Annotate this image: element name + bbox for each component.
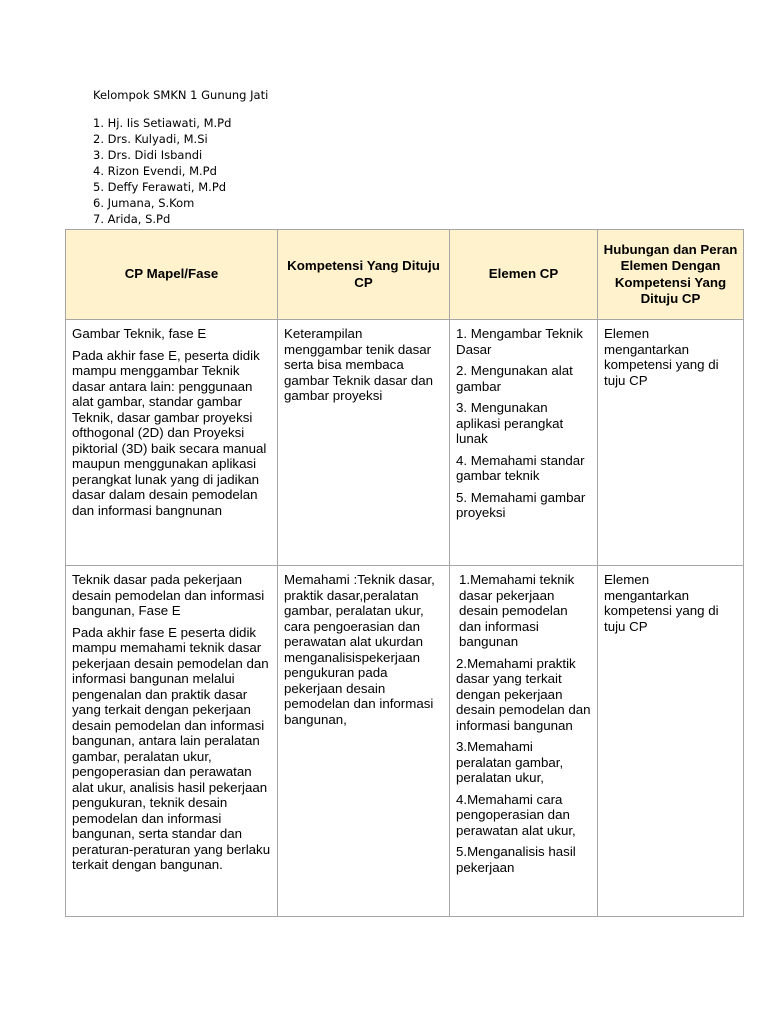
elemen-item: 4. Memahami standar gambar teknik	[456, 452, 585, 483]
elemen-cell	[450, 566, 598, 917]
table-row	[66, 566, 744, 917]
elemen-item: 3. Mengunakan aplikasi perangkat lunak	[456, 400, 564, 446]
cp-title: Gambar Teknik, fase E	[72, 326, 207, 341]
member-item: 6. Jumana, S.Kom	[93, 196, 195, 210]
cp-description: Pada akhir fase E peserta didik mampu memahami teknik dasar pekerjaan desain pemodelan dan informasi bangunan melalui pengenalan dan praktik dasar yang terkait dengan pekerjaan desain pemodelan dan informasi bangunan, antara lain peralatan gambar, peralatan ukur, pengoperasian dan perawatan alat ukur, analisis hasil pekerjaan pengukuran, teknik desain pemodelan dan informasi bangunan, serta standar dan peraturan-peraturan yang berlaku terkait dengan bangunan.	[72, 624, 271, 872]
header-elemen-cp: Elemen CP	[450, 230, 598, 320]
elemen-item: 1. Mengambar Teknik Dasar	[456, 326, 583, 357]
member-item: 1. Hj. Iis Setiawati, M.Pd	[93, 116, 232, 130]
cp-mapel-cell	[66, 566, 278, 917]
elemen-item: 5.Menganalisis hasil pekerjaan	[456, 844, 576, 875]
elemen-cell	[450, 320, 598, 566]
member-item: 5. Deffy Ferawati, M.Pd	[93, 180, 227, 194]
cp-mapel-cell	[66, 320, 278, 566]
cp-title: Teknik dasar pada pekerjaan desain pemodelan dan informasi bangunan, Fase E	[72, 572, 265, 618]
header-cp-mapel-fase: CP Mapel/Fase	[66, 230, 278, 320]
elemen-item: 5. Memahami gambar proyeksi	[456, 489, 586, 520]
group-title: Kelompok SMKN 1 Gunung Jati	[93, 88, 269, 102]
hubungan-text: Elemen mengantarkan kompetensi yang di tuju CP	[604, 572, 719, 634]
member-list	[93, 115, 231, 227]
member-item: 2. Drs. Kulyadi, M.Si	[93, 132, 208, 146]
kompetensi-text: Memahami :Teknik dasar, praktik dasar,peralatan gambar, peralatan ukur, cara pengoerasian dan perawatan alat ukurdan menganalisispekerjaan pengukuran pada pekerjaan desain pemodelan dan informasi bangunan,	[284, 572, 435, 727]
cp-description: Pada akhir fase E, peserta didik mampu menggambar Teknik dasar antara lain: penggunaan alat gambar, standar gambar Teknik, dasar gambar proyeksi ofthogonal (2D) dan Proyeksi piktorial (3D) baik secara manual maupun menggunakan aplikasi perangkat lunak yang di jadikan dasar dalam desain pemodelan dan informasi bangnunan	[72, 347, 267, 518]
hubungan-cell	[598, 566, 744, 917]
elemen-item: 4.Memahami cara pengoperasian dan perawatan alat ukur,	[456, 791, 576, 838]
kompetensi-text: Keterampilan menggambar tenik dasar serta bisa membaca gambar Teknik dasar dan gambar proyeksi	[284, 326, 434, 403]
cp-table	[65, 229, 744, 917]
kompetensi-cell	[278, 320, 450, 566]
header-kompetensi: Kompetensi Yang Dituju CP	[278, 230, 450, 320]
member-item: 3. Drs. Didi Isbandi	[93, 148, 203, 162]
member-item: 7. Arida, S.Pd	[93, 212, 171, 226]
hubungan-cell	[598, 320, 744, 566]
elemen-item: 2.Memahami praktik dasar yang terkait dengan pekerjaan desain pemodelan dan informasi bangunan	[456, 655, 591, 733]
kompetensi-cell	[278, 566, 450, 917]
elemen-item: 3.Memahami peralatan gambar, peralatan ukur,	[456, 739, 564, 785]
header-hubungan: Hubungan dan Peran Elemen Dengan Kompetensi Yang Dituju CP	[598, 230, 744, 320]
member-item: 4. Rizon Evendi, M.Pd	[93, 164, 217, 178]
hubungan-text: Elemen mengantarkan kompetensi yang di tuju CP	[604, 326, 719, 388]
table-row	[66, 320, 744, 566]
table-header-row	[66, 230, 744, 320]
elemen-item: 1.Memahami teknik dasar pekerjaan desain pemodelan dan informasi bangunan	[459, 572, 575, 649]
elemen-item: 2. Mengunakan alat gambar	[456, 363, 573, 394]
